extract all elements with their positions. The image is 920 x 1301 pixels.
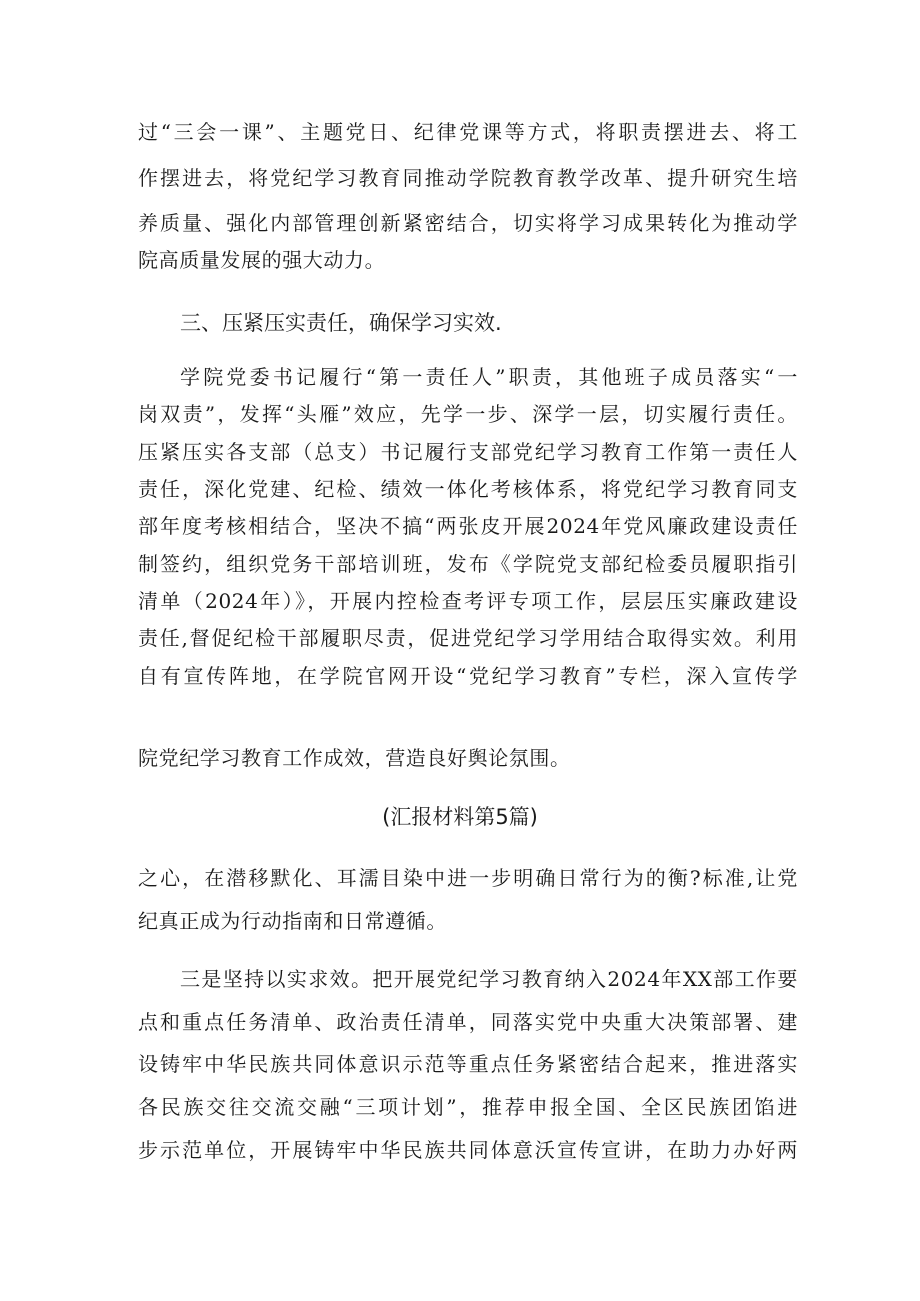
- paragraph-line: 压紧压实各支部（总支）书记履行支部党纪学习教育工作第一责任人: [138, 440, 798, 464]
- section-heading: 三、压紧压实责任，确保学习实效.: [180, 311, 502, 335]
- paragraph-line: 清单（2024年）》，开展内控检查考评专项工作，层层压实廉政建设: [138, 589, 798, 613]
- paragraph-line: 各民族交往交流交融“三项计划”，推荐申报全国、全区民族团馅进: [138, 1095, 798, 1119]
- paragraph-line: 纪真正成为行动指南和日常遵循。: [138, 909, 447, 933]
- paragraph-line: 院党纪学习教育工作成效，营造良好舆论氛围。: [138, 746, 571, 770]
- paragraph-line: 点和重点任务清单、政治责任清单，同落实党中央重大决策部署、建: [138, 1010, 798, 1034]
- paragraph-line: 三是坚持以实求效。把开展党纪学习教育纳入2024年XX部工作要: [180, 967, 798, 991]
- paragraph-line: 之心，在潜移默化、耳濡目染中进一步明确日常行为的衡?标准,让党: [138, 866, 798, 890]
- paragraph-line: 制签约，组织党务干部培训班，发布《学院党支部纪检委员履职指引: [138, 552, 798, 576]
- paragraph-line: 作摆进去，将党纪学习教育同推动学院教育教学改革、提升研究生培: [138, 166, 798, 190]
- paragraph-line: 院高质量发展的强大动力。: [138, 248, 386, 272]
- paragraph-line: 养质量、强化内部管理创新紧密结合，切实将学习成果转化为推动学: [138, 211, 798, 235]
- paragraph-line: 部年度考核相结合，坚决不搞“两张皮开展2024年党风廉政建设责任: [138, 514, 798, 538]
- document-subtitle: (汇报材料第5篇): [382, 805, 538, 829]
- paragraph-line: 步示范单位，开展铸牢中华民族共同体意沃宣传宣讲，在助力办好两: [138, 1138, 798, 1162]
- paragraph-line: 责任,督促纪检干部履职尽责，促进党纪学习学用结合取得实效。利用: [138, 626, 798, 650]
- paragraph-line: 学院党委书记履行“第一责任人”职责，其他班子成员落实“一: [180, 365, 798, 389]
- paragraph-line: 设铸牢中华民族共同体意识示范等重点任务紧密结合起来，推进落实: [138, 1052, 798, 1076]
- paragraph-line: 责任，深化党建、纪检、绩效一体化考核体系，将党纪学习教育同支: [138, 477, 798, 501]
- paragraph-line: 过“三会一课”、主题党日、纪律党课等方式，将职责摆进去、将工: [138, 120, 798, 144]
- paragraph-line: 岗双责”，发挥“头雁”效应，先学一步、深学一层，切实履行责任。: [138, 402, 798, 426]
- paragraph-line: 自有宣传阵地，在学院官网开设“党纪学习教育”专栏，深入宣传学: [138, 664, 798, 688]
